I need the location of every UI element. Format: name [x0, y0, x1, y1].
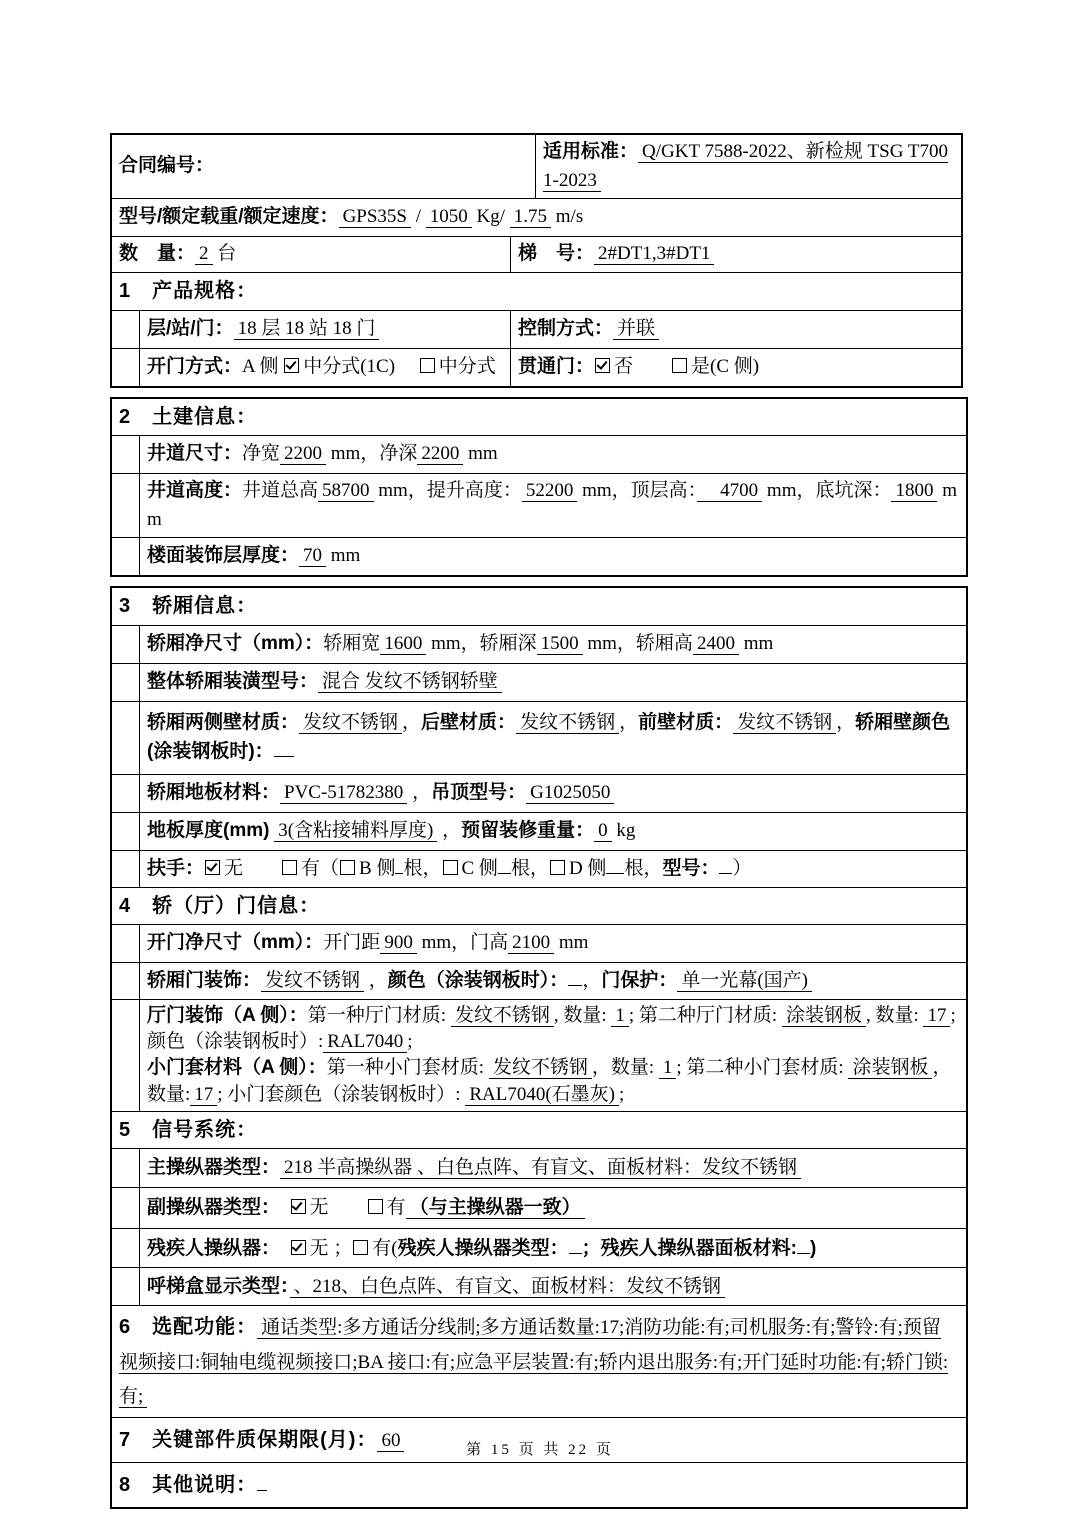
field-value: 2200: [417, 443, 463, 465]
checkbox-unchecked-icon: [353, 1240, 368, 1255]
table-cell: [139, 349, 510, 386]
field-label: 扶手：: [147, 857, 205, 879]
table-cell: [139, 1000, 966, 1111]
field-value: 2100: [508, 932, 554, 954]
field-label: 层/站/门：: [147, 317, 234, 339]
section-header-row: [112, 887, 966, 925]
field-value: RAL7040: [323, 1031, 407, 1053]
text: , 数量:: [865, 1005, 924, 1026]
field-value: 58700: [318, 480, 374, 502]
text: kg: [611, 819, 636, 841]
checkbox-checked-icon: [205, 860, 220, 875]
table-row: [112, 1228, 966, 1267]
text: ，数量:: [591, 1057, 659, 1079]
text: ）: [732, 857, 752, 879]
indent-cell: [112, 813, 139, 850]
text: mm，提升高度：: [373, 480, 522, 501]
field-label: 厅门装饰（A 侧）：: [147, 1005, 308, 1026]
checkbox-unchecked-icon: [368, 1199, 383, 1214]
table-row: [112, 1267, 966, 1305]
field-label: 呼梯盒显示类型：: [147, 1275, 290, 1297]
text: 否: [614, 355, 672, 377]
field-value: 发纹不锈钢: [299, 712, 402, 734]
civil-works-table: [110, 397, 968, 578]
text: 无 ；: [309, 1237, 353, 1259]
text: ，: [402, 711, 422, 733]
field-value: RAL7040(石墨灰): [465, 1084, 619, 1106]
field-label: 前壁材质：: [638, 711, 734, 733]
field-label: 后壁材质：: [421, 711, 517, 733]
text: A 侧: [242, 355, 284, 377]
field-label: 副操纵器类型：: [147, 1197, 271, 1219]
indent-cell: [112, 925, 139, 962]
text: 台: [212, 243, 237, 264]
text: 井道总高: [242, 480, 319, 501]
table-cell: [139, 474, 966, 537]
text: [271, 1238, 290, 1259]
field-value: 、218、白色点阵、有盲文、面板材料：发纹不锈钢: [290, 1276, 726, 1298]
field-label: 整体轿厢装潢型号：: [147, 670, 319, 692]
field-value: GPS35S: [339, 206, 411, 228]
section-header-row: [112, 588, 966, 625]
table-cell: [139, 851, 966, 887]
field-value: 发纹不锈钢: [261, 970, 364, 992]
table-row: [112, 701, 966, 774]
text: ，: [619, 711, 639, 733]
field-label: 开门净尺寸（mm）：: [147, 932, 324, 954]
field-label: 1 产品规格：: [119, 279, 258, 302]
product-spec-table: [110, 586, 968, 1509]
table-cell: [139, 1149, 966, 1187]
table-cell: [139, 1229, 966, 1267]
field-value: 发纹不锈钢: [516, 712, 619, 734]
text: [271, 1197, 290, 1218]
field-value: 涂装钢板: [848, 1057, 932, 1079]
table-cell: [112, 1463, 966, 1507]
field-value: G1025050: [526, 782, 614, 804]
table-cell: [510, 349, 961, 386]
table-row: [112, 473, 966, 537]
table-cell: [112, 399, 966, 436]
text: 第一种厅门材质:: [307, 1005, 451, 1026]
field-label: 门保护：: [601, 970, 678, 992]
field-label: 预留装修重量：: [461, 819, 595, 841]
field-label: 2 土建信息：: [119, 405, 258, 428]
checkbox-unchecked-icon: [672, 358, 687, 373]
text: mm: [326, 545, 361, 567]
text: m/s: [551, 206, 584, 228]
blank-underline-field: [274, 737, 294, 757]
table-row: [112, 135, 961, 198]
table-cell: [139, 538, 966, 575]
field-label: 6 选配功能：: [119, 1316, 258, 1339]
text: mm: [738, 632, 774, 654]
table-cell: [139, 925, 966, 962]
table-row: [112, 1148, 966, 1187]
field-value: 17: [190, 1084, 217, 1106]
field-value: 17: [923, 1005, 950, 1027]
blank-underline-field: [797, 1234, 810, 1254]
text: 根，: [403, 857, 442, 879]
field-value: 1: [611, 1005, 629, 1027]
text: mm: [463, 443, 498, 465]
text: ，: [582, 970, 602, 992]
table-cell: [139, 963, 966, 999]
indent-cell: [112, 775, 139, 812]
field-label: 7 关键部件质保期限(月)：: [119, 1428, 378, 1451]
field-value: 1500: [537, 633, 583, 655]
field-value: 发纹不锈钢: [489, 1057, 592, 1079]
field-value: PVC-51782380: [280, 782, 407, 804]
field-label: 型号/额定载重/额定速度：: [119, 206, 339, 228]
field-value: 900: [380, 932, 417, 954]
table-row: [112, 999, 966, 1111]
table-cell: [139, 626, 966, 663]
text: ;: [407, 1031, 413, 1053]
checkbox-unchecked-icon: [282, 860, 297, 875]
field-label: ): [809, 1237, 817, 1259]
table-cell: [112, 237, 510, 272]
field-value: 4700: [697, 480, 762, 502]
table-row: [112, 236, 961, 272]
field-value: 涂装钢板: [782, 1005, 866, 1027]
table-row: [112, 850, 966, 887]
text: mm: [554, 932, 589, 954]
checkbox-unchecked-icon: [443, 860, 458, 875]
field-label: 井道高度：: [147, 480, 243, 501]
indent-cell: [112, 851, 139, 887]
table-cell: [510, 237, 961, 272]
table-row: [112, 962, 966, 999]
text: , 数量:: [553, 1005, 612, 1026]
text: ; 第二种厅门材质:: [628, 1005, 782, 1026]
text: 开门距: [323, 932, 381, 954]
text: ; 第二种小门套材质:: [676, 1057, 849, 1079]
blank-underline-field: [569, 1234, 582, 1254]
field-label: 贯通门：: [518, 355, 595, 377]
indent-cell: [112, 664, 139, 701]
field-value: 1: [659, 1057, 677, 1079]
text: 有(: [372, 1237, 398, 1259]
field-label: 轿厢壁颜色(涂装钢板时)：: [147, 711, 951, 762]
table-cell: [139, 664, 966, 701]
table-cell: [139, 702, 966, 774]
table-row: [112, 663, 966, 701]
table-cell: [112, 1306, 966, 1417]
text: 是(C 侧): [691, 355, 760, 377]
text: 有（: [301, 857, 340, 879]
field-value: 0: [594, 820, 612, 842]
text: mm，轿厢高: [582, 632, 693, 654]
text: mm，净深: [326, 443, 418, 465]
table-row: [112, 537, 966, 575]
text: mm: [147, 480, 958, 530]
field-label: 轿厢门装饰：: [147, 970, 262, 992]
table-cell: [139, 1268, 966, 1305]
indent-cell: [112, 436, 139, 473]
text: mm，顶层高：: [577, 480, 698, 501]
field-label: 吊顶型号：: [431, 781, 527, 803]
text: C 侧: [461, 857, 498, 879]
checkbox-checked-icon: [284, 358, 299, 373]
field-value: 单一光幕(国产): [677, 970, 812, 992]
page-number-footer: 第 15 页 共 22 页: [466, 1442, 614, 1458]
indent-cell: [112, 1229, 139, 1267]
checkbox-checked-icon: [595, 358, 610, 373]
text: Kg/: [471, 206, 510, 228]
text: mm，底坑深：: [762, 480, 892, 501]
section-header-row: [112, 399, 966, 436]
table-cell: [112, 273, 961, 310]
indent-cell: [112, 1188, 139, 1228]
table-row: [112, 310, 961, 348]
checkbox-unchecked-icon: [340, 860, 355, 875]
field-label: （与主操纵器一致）: [406, 1197, 585, 1219]
table-row: [112, 774, 966, 812]
text: 轿厢宽: [323, 632, 381, 654]
field-label: 8 其他说明：: [119, 1473, 258, 1496]
field-value: 并联: [613, 318, 659, 340]
table-cell: [139, 436, 966, 473]
field-value: 混合 发纹不锈钢轿壁: [318, 671, 502, 693]
text: 根，: [510, 857, 549, 879]
field-value: 通话类型:多方通话分线制;多方通话数量:17;消防功能:有;司机服务:有;警铃:有;预留视频接口:铜轴电缆视频接口;BA 接口:有;应急平层装置:有;轿内退出服务:有;开门延时功能:有;轿门锁:有;: [119, 1317, 949, 1407]
text: 无: [309, 1197, 367, 1219]
table-row: [112, 625, 966, 663]
indent-cell: [112, 474, 139, 537]
field-label: 小门套材料（A 侧）：: [147, 1057, 327, 1079]
text: 第一种小门套材质:: [326, 1057, 489, 1079]
blank-underline-field: [257, 1471, 267, 1491]
text: 净宽: [242, 443, 281, 465]
field-value: 60: [377, 1430, 404, 1452]
text: mm，门高: [416, 932, 509, 954]
field-label: 3 轿厢信息：: [119, 595, 258, 617]
field-value: 3(含粘接辅料厚度): [274, 820, 437, 842]
field-label: 残疾人操纵器面板材料:: [600, 1237, 797, 1259]
table-cell: [112, 888, 966, 925]
table-cell: [535, 135, 961, 198]
field-label: 数 量：: [119, 243, 196, 264]
field-label: 楼面装饰层厚度：: [147, 545, 300, 567]
text: /: [410, 206, 426, 228]
indent-cell: [112, 349, 139, 386]
field-label: 主操纵器类型：: [147, 1157, 281, 1179]
field-label: 控制方式：: [518, 317, 614, 339]
contract-header-table: [110, 133, 963, 388]
indent-cell: [112, 538, 139, 575]
section-header-row: [112, 272, 961, 310]
field-value: 2: [195, 243, 213, 265]
text: 有: [386, 1197, 406, 1219]
indent-cell: [112, 1149, 139, 1187]
indent-cell: [112, 1268, 139, 1305]
section-header-row: [112, 1111, 966, 1149]
field-value: 52200: [522, 480, 578, 502]
field-label: 开门方式：: [147, 355, 243, 377]
field-value: 2200: [280, 443, 326, 465]
field-label: 5 信号系统：: [119, 1118, 258, 1141]
text: B 侧: [359, 857, 396, 879]
field-value: 70: [299, 545, 326, 567]
indent-cell: [112, 963, 139, 999]
table-cell: [139, 311, 510, 348]
field-label: 轿厢地板材料：: [147, 781, 281, 803]
field-label: 残疾人操纵器类型：: [397, 1237, 569, 1259]
field-value: 1600: [380, 633, 426, 655]
indent-cell: [112, 626, 139, 663]
field-value: 2400: [693, 633, 739, 655]
field-label: 残疾人操纵器：: [147, 1237, 271, 1259]
text: D 侧: [568, 857, 607, 879]
table-row: [112, 924, 966, 962]
blank-underline-field: [498, 854, 511, 874]
table-cell: [139, 775, 966, 812]
field-value: 2#DT1,3#DT1: [594, 243, 714, 265]
table-row: [112, 348, 961, 386]
field-value: 1050: [426, 206, 472, 228]
field-value: 18 层 18 站 18 门: [234, 318, 380, 340]
field-label: 型号：: [662, 857, 720, 879]
text: 中分式: [438, 355, 496, 377]
table-row: [112, 435, 966, 473]
checkbox-unchecked-icon: [420, 358, 435, 373]
text: ，: [836, 711, 856, 733]
text: mm，轿厢深: [426, 632, 537, 654]
text: 中分式(1C): [303, 355, 419, 377]
blank-underline-field: [606, 854, 624, 874]
field-value: 218 半高操纵器 、白色点阵、有盲文、面板材料：发纹不锈钢: [280, 1157, 801, 1179]
text: 无: [224, 857, 282, 879]
field-label: 4 轿（厅）门信息：: [119, 894, 321, 917]
field-label: 合同编号：: [119, 155, 215, 177]
table-cell: [139, 1188, 966, 1228]
checkbox-unchecked-icon: [550, 860, 565, 875]
field-label: 梯 号：: [518, 243, 595, 264]
field-value: 1800: [891, 480, 937, 502]
text: ; 颜色（涂装钢板时）:: [147, 1005, 956, 1053]
section-header-row: [112, 1462, 966, 1507]
field-label: 颜色（涂装钢板时）：: [387, 970, 569, 992]
field-label: 轿厢两侧壁材质：: [147, 711, 300, 733]
indent-cell: [112, 702, 139, 774]
text: ;: [619, 1083, 625, 1105]
table-row: [112, 812, 966, 850]
text: ，: [364, 970, 388, 992]
text: ，: [407, 781, 432, 803]
field-label: 适用标准：: [543, 141, 639, 162]
field-label: 轿厢净尺寸（mm）：: [147, 632, 324, 654]
section-header-row: [112, 1305, 966, 1417]
table-row: [112, 1187, 966, 1228]
field-label: ；: [581, 1237, 601, 1259]
text: ，数量:: [147, 1057, 952, 1105]
field-value: 发纹不锈钢: [451, 1005, 554, 1027]
table-row: [112, 198, 961, 236]
text: 根，: [624, 857, 663, 879]
field-value: 1.75: [510, 206, 551, 228]
field-label: 地板厚度(mm): [147, 819, 270, 841]
checkbox-checked-icon: [291, 1199, 306, 1214]
text: ，: [437, 819, 462, 841]
table-cell: [112, 588, 966, 625]
table-cell: [510, 311, 961, 348]
checkbox-checked-icon: [291, 1240, 306, 1255]
field-value: Q/GKT 7588-2022、新检规 TSG T7001-2023: [543, 141, 948, 191]
blank-underline-field: [719, 854, 732, 874]
field-label: 井道尺寸：: [147, 443, 243, 465]
table-cell: [112, 135, 535, 198]
indent-cell: [112, 311, 139, 348]
blank-underline-field: [568, 966, 582, 986]
table-cell: [112, 199, 961, 236]
spec-tables: [110, 133, 1074, 1509]
table-cell: [112, 1112, 966, 1149]
text: ; 小门套颜色（涂装钢板时）:: [217, 1083, 466, 1105]
indent-cell: [112, 1000, 139, 1111]
field-value: 发纹不锈钢: [733, 712, 836, 734]
table-cell: [139, 813, 966, 850]
